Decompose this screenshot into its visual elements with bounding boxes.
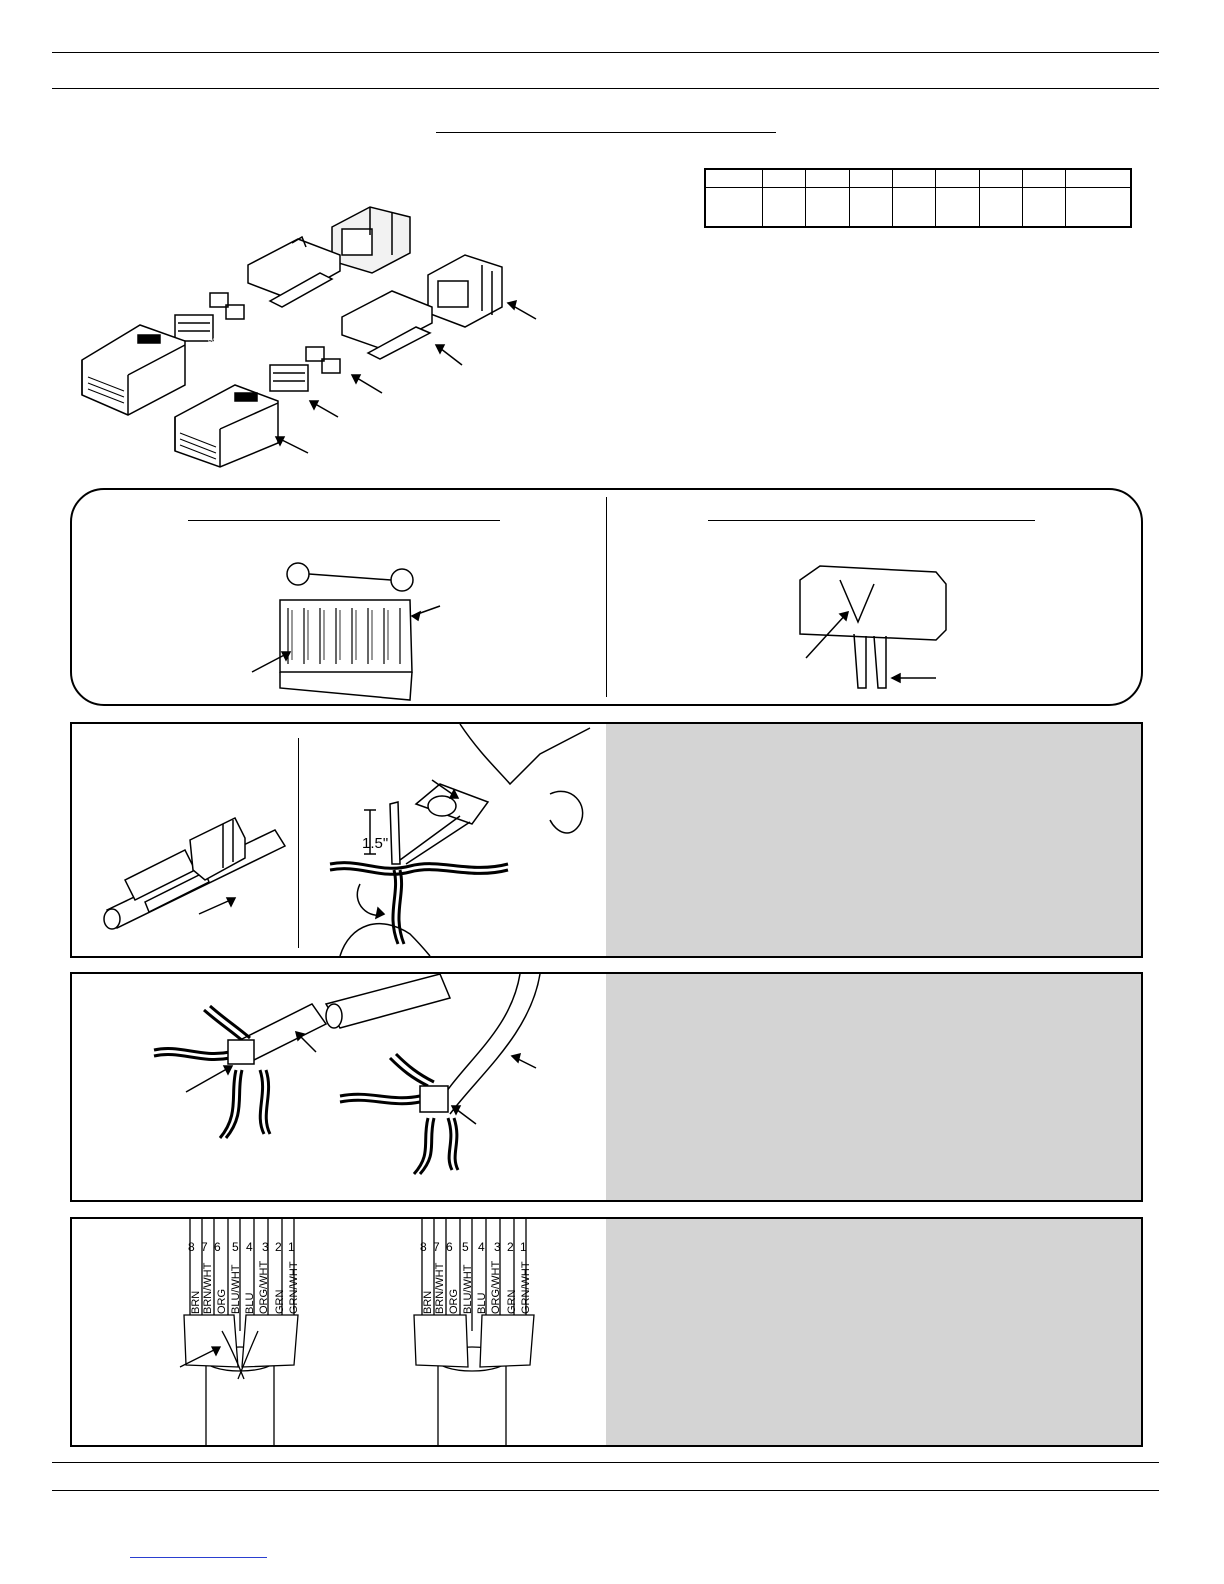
- wire-label: BRN/WHT: [434, 1262, 446, 1314]
- load-bar-top: [248, 237, 340, 307]
- pin-number: 1: [288, 1240, 295, 1254]
- spec-table-cell: [936, 187, 979, 227]
- header-rule-bottom: [52, 88, 1159, 89]
- wire-label: BRN/WHT: [202, 1262, 214, 1314]
- spec-table-cell: [806, 169, 849, 187]
- spec-table-cell: [705, 187, 763, 227]
- spec-table-cell: [979, 169, 1022, 187]
- spec-table-cell: [763, 169, 806, 187]
- header-rule-top: [52, 52, 1159, 53]
- pin-number: 8: [420, 1240, 427, 1254]
- pin-number: 5: [232, 1240, 239, 1254]
- step-3-instructions-area: [606, 1219, 1141, 1445]
- exploded-parts-illustration: [70, 195, 550, 470]
- wire-label: ORG: [216, 1288, 228, 1314]
- pin-number: 6: [214, 1240, 221, 1254]
- component-detail-divider: [606, 497, 607, 697]
- wire-label: GRN/WHT: [520, 1261, 532, 1314]
- wire-label: GRN: [274, 1289, 286, 1314]
- step-1-cutting-illustration: [320, 724, 605, 956]
- pin-number: 7: [201, 1240, 208, 1254]
- plug-top: [82, 325, 185, 415]
- wire-label: ORG/WHT: [258, 1260, 270, 1314]
- step-2-instructions-area: [606, 974, 1141, 1200]
- spec-table-cell: [806, 187, 849, 227]
- wire-label: ORG: [448, 1288, 460, 1314]
- wire-carrier-illustration: [240, 560, 460, 705]
- spec-table-cell: [705, 169, 763, 187]
- clips-right: [270, 347, 382, 417]
- pin-number: 2: [507, 1240, 514, 1254]
- pin-number: 6: [446, 1240, 453, 1254]
- plug-brand-mark: PANDUIT: [208, 339, 234, 345]
- plug-bottom: [175, 385, 308, 467]
- section-title-underline: [436, 132, 776, 133]
- spec-table-cell: [1066, 187, 1131, 227]
- wire-label: BLU/WHT: [462, 1264, 474, 1314]
- spec-table-cell: [893, 169, 936, 187]
- wire-label: BRN: [190, 1290, 202, 1314]
- pin-number: 5: [462, 1240, 469, 1254]
- pin-number: 4: [478, 1240, 485, 1254]
- step-1-divider: [298, 738, 299, 948]
- spec-table-cell: [849, 169, 892, 187]
- boot-top: [332, 207, 410, 273]
- load-bar-illustration: [800, 560, 950, 690]
- wire-labels-right: [418, 1258, 538, 1318]
- footer-rule-top: [52, 1462, 1159, 1463]
- boot-right: [428, 255, 536, 327]
- pin-number: 8: [188, 1240, 195, 1254]
- clips-top: [175, 293, 244, 341]
- left-callout-heading-underline: [188, 520, 500, 521]
- wire-label: BLU: [244, 1292, 256, 1314]
- step-2-load-bar-illustration: [140, 974, 580, 1184]
- wire-label: BRN: [422, 1290, 434, 1314]
- spec-table-cell: [979, 187, 1022, 227]
- spec-table-cell: [1066, 169, 1131, 187]
- spec-table: [704, 168, 1132, 228]
- step-1-cable-assembly: [95, 810, 295, 940]
- wire-label: BLU: [476, 1292, 488, 1314]
- pin-numbers-right: [418, 1240, 538, 1256]
- spec-table-cell: [893, 187, 936, 227]
- wire-label: GRN: [506, 1289, 518, 1314]
- wire-labels-left: [186, 1258, 306, 1318]
- wire-label: BLU/WHT: [230, 1264, 242, 1314]
- footer-link-underline[interactable]: [130, 1557, 267, 1558]
- right-callout-heading-underline: [708, 520, 1035, 521]
- pin-number: 1: [520, 1240, 527, 1254]
- step-1-instructions-area: [606, 724, 1141, 956]
- pin-number: 3: [262, 1240, 269, 1254]
- pin-number: 4: [246, 1240, 253, 1254]
- pin-numbers-left: [186, 1240, 306, 1256]
- footer-rule-bottom: [52, 1490, 1159, 1491]
- pin-number: 7: [433, 1240, 440, 1254]
- wire-label: GRN/WHT: [288, 1261, 300, 1314]
- wire-label: ORG/WHT: [490, 1260, 502, 1314]
- pin-number: 3: [494, 1240, 501, 1254]
- dimension-label: 1.5": [362, 835, 389, 852]
- spec-table-cell: [1023, 187, 1066, 227]
- pin-number: 2: [275, 1240, 282, 1254]
- spec-table-cell: [1023, 169, 1066, 187]
- spec-table-cell: [849, 187, 892, 227]
- spec-table-cell: [936, 169, 979, 187]
- spec-table-cell: [763, 187, 806, 227]
